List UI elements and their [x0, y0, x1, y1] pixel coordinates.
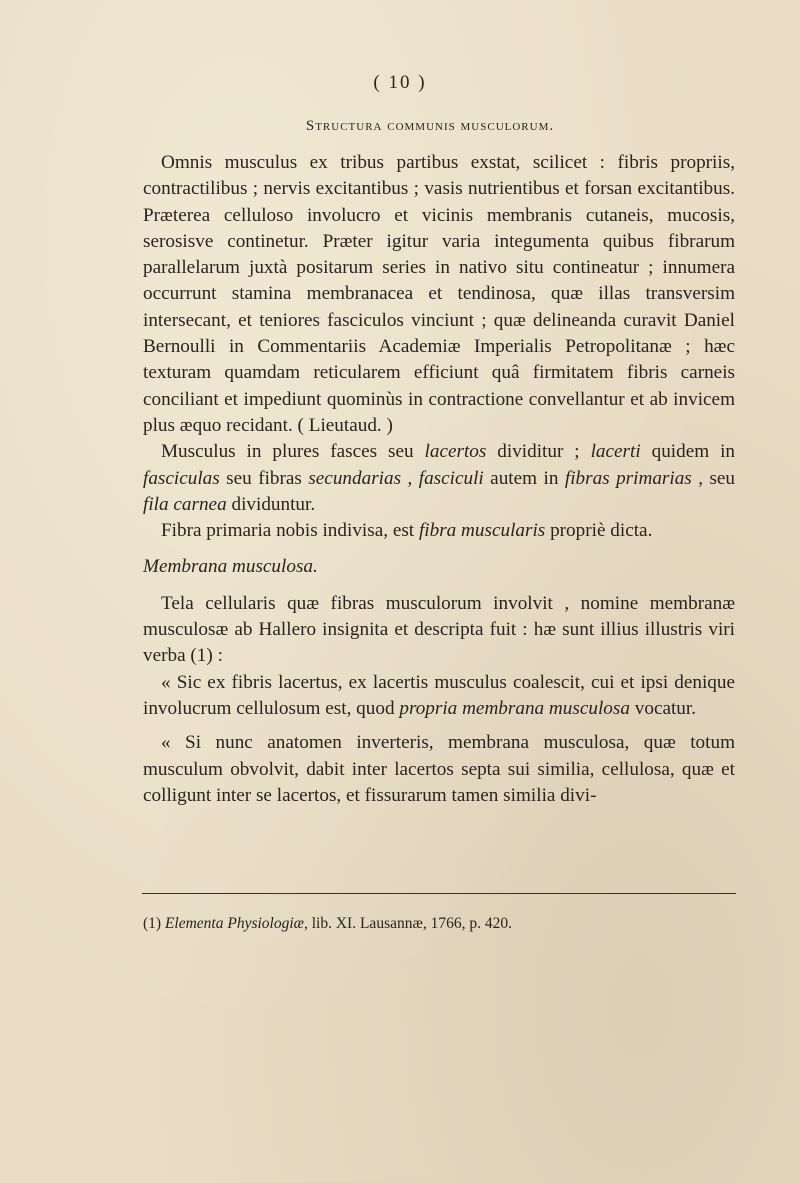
- footnote: [143, 915, 743, 933]
- footnote-rule: [142, 893, 736, 894]
- footnote-work: Elementa Physiologiæ: [164, 915, 304, 932]
- italic-term: lacertos: [424, 441, 487, 463]
- italic-term: fila carnea: [143, 493, 227, 515]
- paragraph-2-text: Musculus in plures fasces seu lacertos dividitur ; lacerti quidem in fasciculas seu fibras secundarias , fasciculi autem in fibras primarias , seu fila carnea dividuntur.: [143, 441, 736, 515]
- italic-term: fibra muscularis: [418, 520, 546, 542]
- paragraph-4: Tela cellularis quæ fibras musculorum involvit , nomine membranæ musculosæ ab Hallero insignita et descripta fuit : hæ sunt illius illustris viri verba (1) :: [143, 592, 735, 667]
- footnote-marker: (1): [143, 915, 162, 932]
- page-number: ( 10 ): [373, 72, 427, 93]
- section-heading: Membrana musculosa.: [143, 556, 318, 578]
- quote-paragraph-2: « Si nunc anatomen inverteris, membrana musculosa, quæ totum musculum obvolvit, dabit inter lacertos septa sui similia, cellulosa, quæ et colligunt inter se lacertos, et fissurarum tamen similia divi-: [143, 732, 735, 806]
- footnote-rest: , lib. XI. Lausannæ, 1766, p. 420.: [304, 915, 512, 932]
- chapter-title: Structura communis musculorum.: [305, 118, 555, 134]
- italic-term: fibras primarias: [564, 467, 692, 489]
- italic-term: lacerti: [590, 441, 641, 463]
- paragraph-3-text: Fibra primaria nobis indivisa, est fibra muscularis propriè dicta.: [161, 520, 653, 542]
- italic-term: fasciculi: [418, 467, 484, 489]
- paragraph-2: [143, 439, 735, 518]
- paragraph-1: Omnis musculus ex tribus partibus exstat, scilicet : fibris propriis, contractilibus ; nervis excitantibus ; vasis nutrientibus et forsan excitantibus. Præterea celluloso involucro et vicinis membranis cutaneis, mucosis, serosisve continetur. Præter igitur varia integumenta quibus fibrarum parallelarum juxtà positarum series in nativo situ contineatur ; innumera occurrunt stamina membranacea et tendinosa, quæ illas transversim intersecant, et teniores fasciculos vinciunt ; quæ delineanda curavit Daniel Bernoulli in Commentariis Academiæ Imperialis Petropolitanæ ; hæc texturam quamdam reticularem efficiunt quâ firmitatem fibris carneis conciliant et impediunt quominùs in contractione convellantur et ab invicem plus æquo recidant. ( Lieutaud. ): [143, 152, 735, 436]
- quote-paragraph-1: [143, 670, 735, 723]
- italic-term: propria membrana musculosa: [399, 697, 630, 719]
- italic-term: secundarias: [308, 467, 402, 489]
- main-text: [143, 150, 735, 809]
- paragraph-3: [143, 518, 735, 544]
- quote-paragraph-1-text: « Sic ex fibris lacertus, ex lacertis musculus coalescit, cui et ipsi denique involucrum cellulosum est, quod propria membrana musculosa vocatur.: [143, 671, 735, 719]
- italic-term: fasciculas: [143, 467, 220, 489]
